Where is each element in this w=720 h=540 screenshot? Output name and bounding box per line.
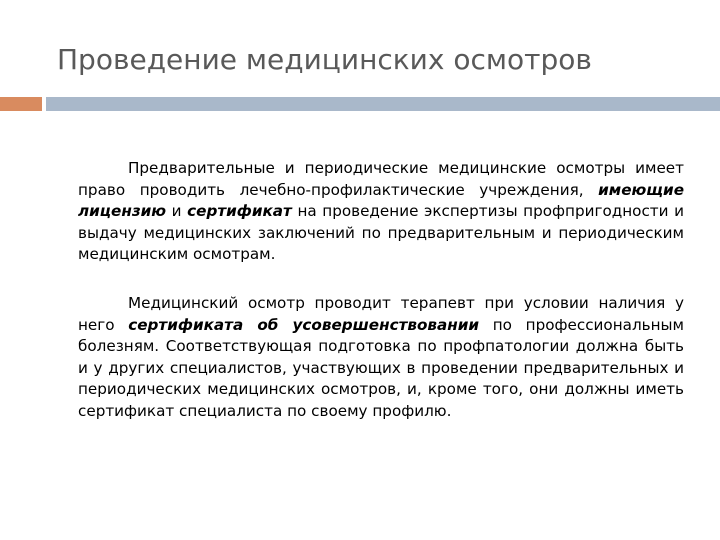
emphasis-certificate: сертификат <box>187 202 292 221</box>
title-accent-bar <box>0 97 42 111</box>
emphasis-training-certificate: сертификата об усовершенствовании <box>128 315 480 334</box>
paragraph-text: на проведение экспертизы профпригодности и выдачу медицинских заключений по предварительным и периодическим медицинским осмотрам. <box>78 202 684 264</box>
slide-title: Проведение медицинских осмотров <box>57 43 592 76</box>
paragraph-therapist <box>78 293 684 423</box>
paragraph-text: по профессиональным болезням. Соответствующая подготовка по профпатологии должна быть и у других специалистов, участвующих в проведении предварительных и периодических медицинских осмотров, и, кроме того, они должны иметь сертификат специалиста по своему профилю. <box>78 315 684 420</box>
paragraph-text: Предварительные и периодические медицинские осмотры имеет право проводить лечебно-профилактические учреждения, <box>78 159 684 199</box>
title-divider-bar <box>46 97 720 111</box>
paragraph-text: Медицинский осмотр проводит терапевт при условии наличия у него <box>78 293 684 334</box>
slide-body <box>78 158 684 423</box>
emphasis-license: имеющие лицензию <box>78 180 684 221</box>
paragraph-text: и <box>166 202 188 221</box>
paragraph-licensing <box>78 158 684 266</box>
